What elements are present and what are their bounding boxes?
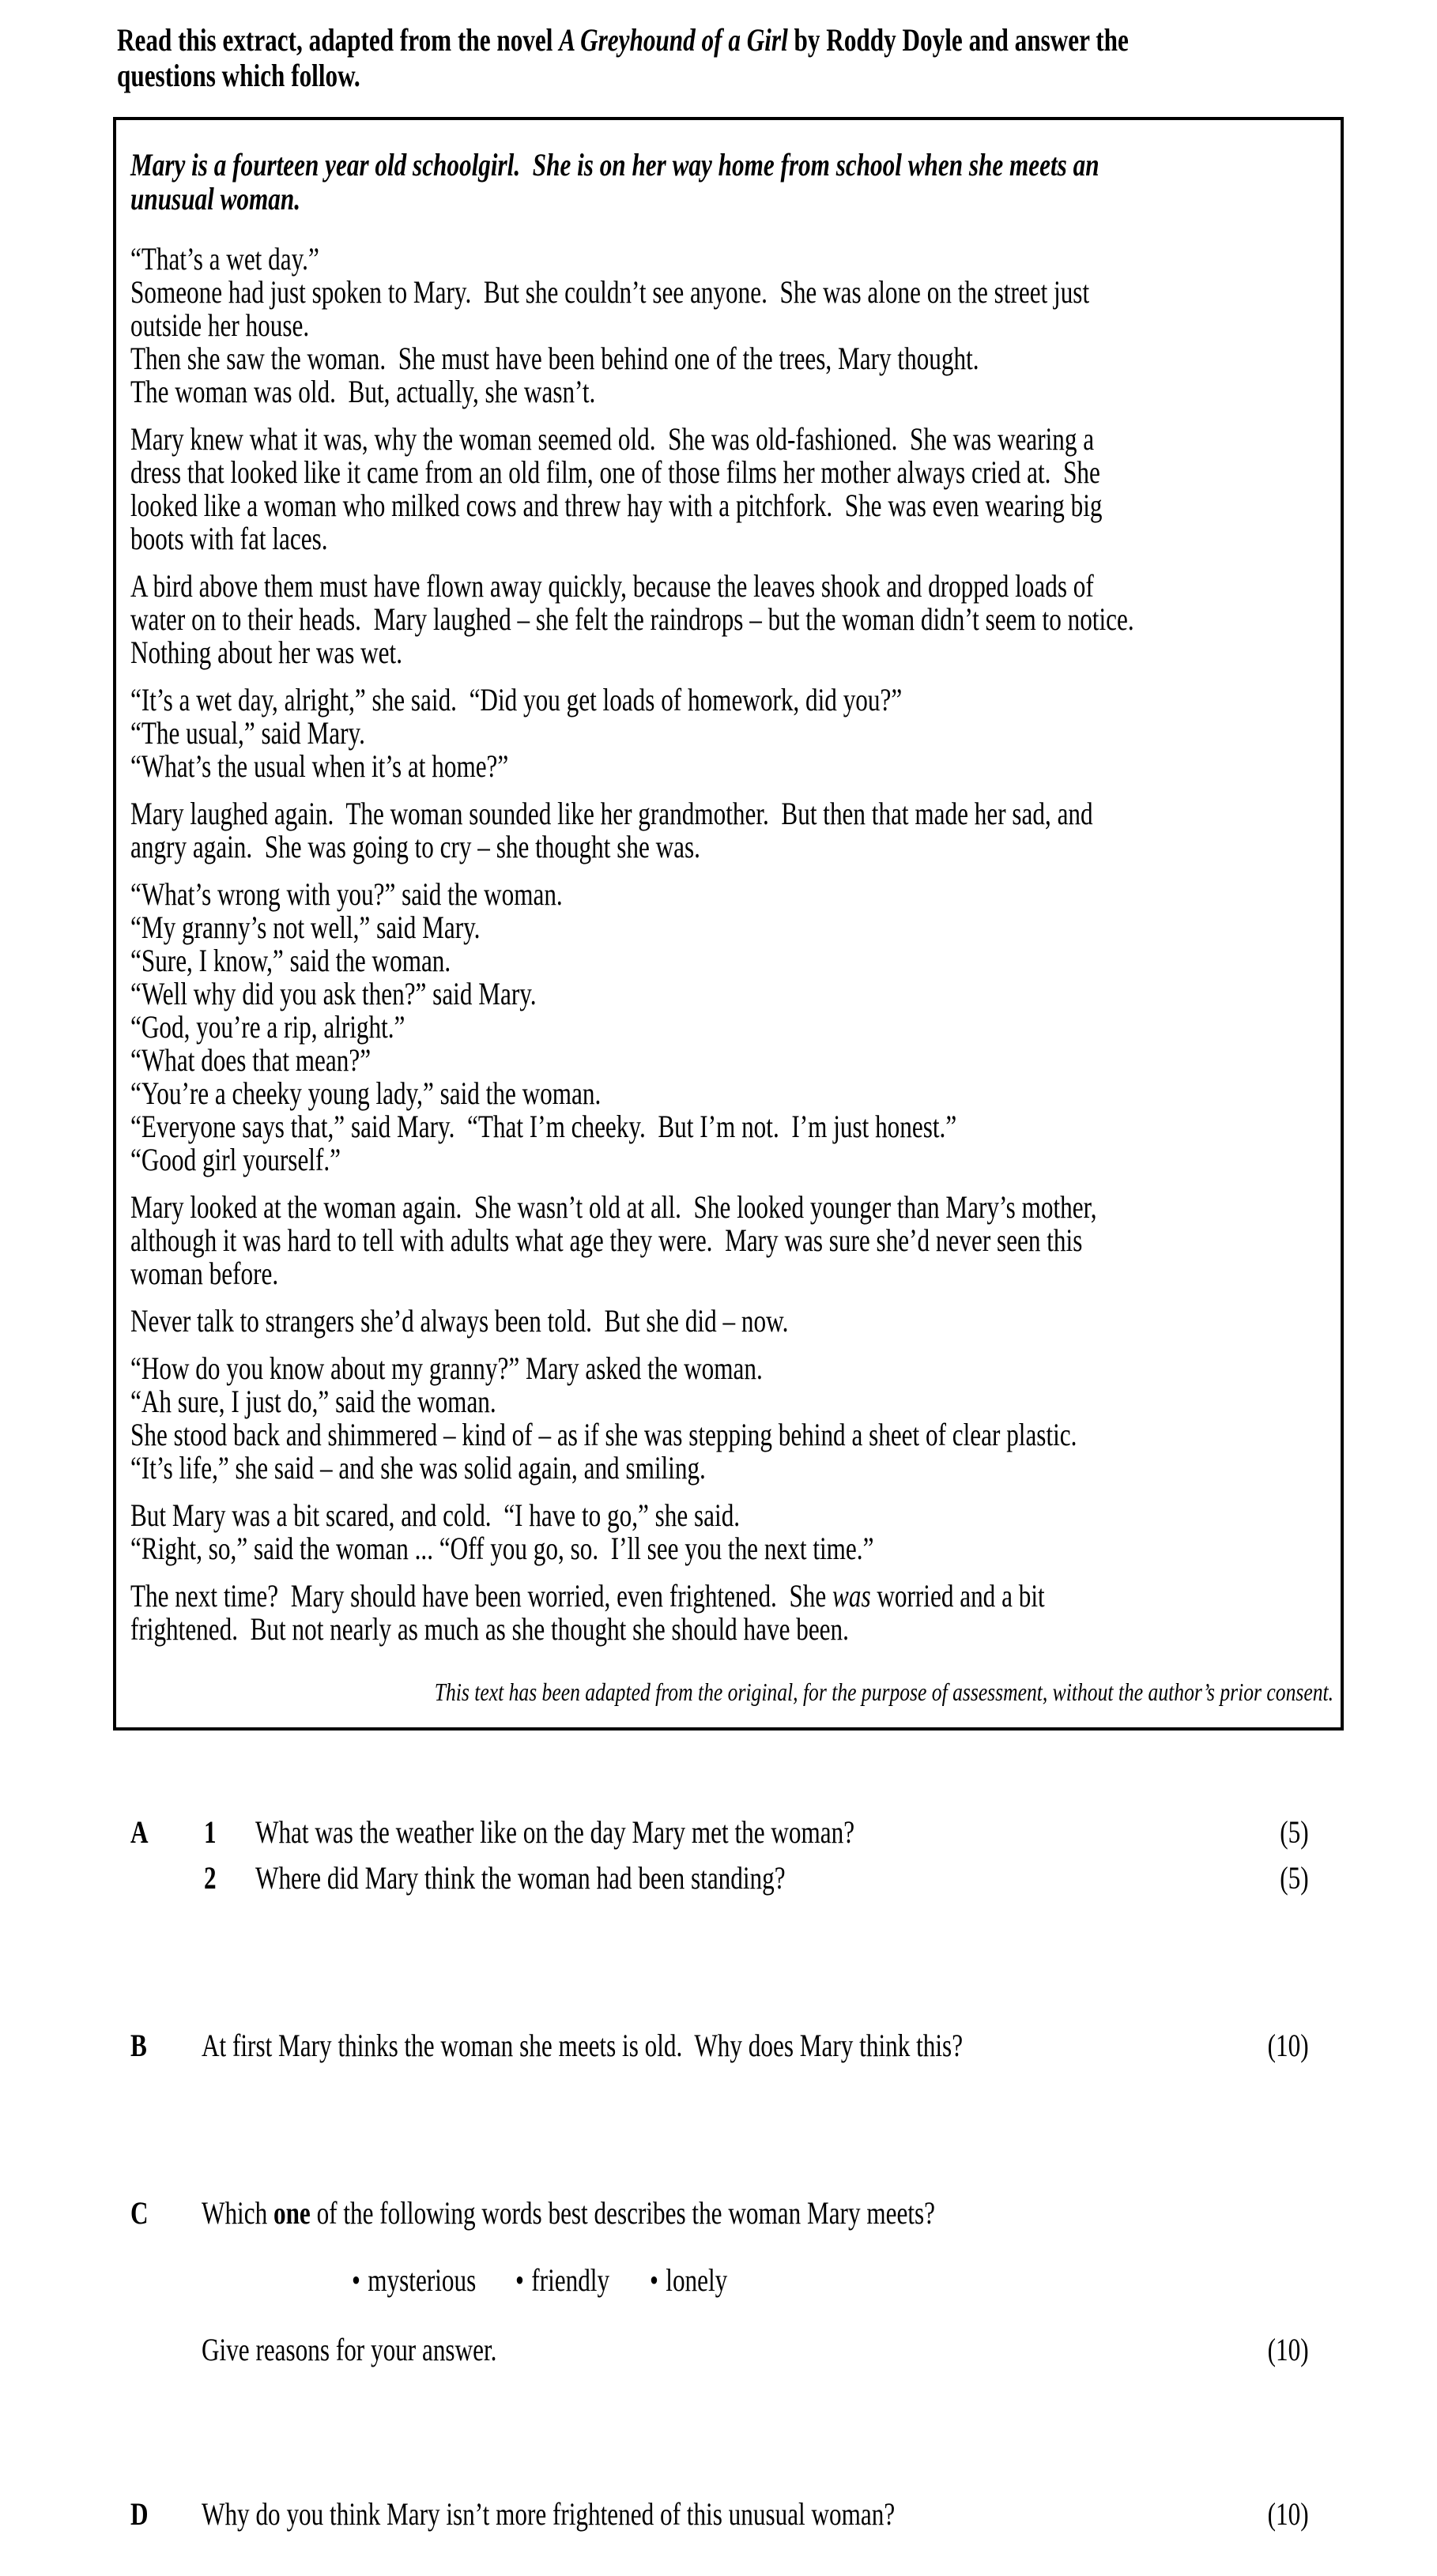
text-run: boots with fat laces. — [130, 521, 328, 556]
passage-line — [130, 1385, 1053, 1418]
passage-line — [130, 1257, 1053, 1290]
passage-line — [130, 684, 1053, 717]
passage-paragraph — [130, 797, 1313, 864]
passage-line — [130, 309, 1053, 342]
choice-mysterious — [352, 2262, 476, 2299]
passage-paragraph — [130, 1305, 1313, 1338]
text-run: Read this extract, adapted from the novel — [117, 22, 560, 58]
text-run: Why do you think Mary isn’t more frightened of this unusual woman? — [202, 2496, 896, 2532]
question-text-a1 — [255, 1813, 854, 1851]
passage-line — [130, 717, 1053, 750]
passage-line — [130, 568, 1094, 604]
choice-label: friendly — [531, 2262, 610, 2298]
instruction-text — [117, 22, 1382, 93]
passage-line — [130, 421, 1095, 457]
passage-paragraph — [130, 1352, 1313, 1485]
text-run: although it was hard to tell with adults what age they were. Mary was sure she’d never seen this — [130, 1222, 1083, 1258]
text-run: Never talk to strangers she’d always been told. But she did – now. — [130, 1303, 789, 1339]
text-run: She stood back and shimmered – kind of – as if she was stepping behind a sheet of clear plastic. — [130, 1417, 1077, 1452]
section-label-a: A — [130, 1814, 149, 1850]
passage-line — [130, 601, 1134, 637]
section-label-b: B — [130, 2028, 147, 2063]
text-run: “Well why did you ask then?” said Mary. — [130, 976, 537, 1011]
text-run: outside her house. — [130, 307, 310, 343]
passage-paragraph — [130, 570, 1313, 669]
text-run: “It’s a wet day, alright,” she said. “Did you get loads of homework, did you?” — [130, 682, 903, 717]
question-number-2: 2 — [204, 1860, 217, 1896]
text-run: “Everyone says that,” said Mary. “That I’m cheeky. But I’m not. I’m just honest.” — [130, 1109, 957, 1144]
passage-paragraph — [130, 423, 1313, 555]
passage-paragraph — [130, 878, 1313, 1177]
question-row-c-reasons — [0, 2331, 1437, 2378]
passage-line — [130, 1044, 1053, 1077]
text-run: woman before. — [130, 1256, 279, 1291]
section-label-c: C — [130, 2195, 149, 2231]
marks-label-c: (10) — [1268, 2332, 1309, 2367]
text-run: Mary looked at the woman again. She wasn’t old at all. She looked younger than Mary’s mother, — [130, 1189, 1097, 1225]
passage-line — [130, 750, 1053, 783]
word-choice-row — [0, 2262, 1437, 2309]
text-run: “You’re a cheeky young lady,” said the woman. — [130, 1075, 602, 1111]
passage-line — [130, 1305, 1053, 1338]
marks-label-d: (10) — [1268, 2496, 1309, 2532]
choice-label: lonely — [666, 2262, 728, 2298]
passage-line — [130, 636, 1053, 669]
question-row-c — [0, 2194, 1437, 2242]
text-run: “God, you’re a rip, alright.” — [130, 1009, 405, 1045]
question-text-d — [202, 2495, 895, 2533]
text-run: questions which follow. — [117, 58, 360, 93]
choice-friendly — [515, 2262, 609, 2299]
text-run: worried and a bit — [870, 1578, 1045, 1614]
passage-line — [130, 1613, 1053, 1646]
passage-line — [130, 1532, 1053, 1565]
passage-paragraph — [130, 1580, 1313, 1646]
choice-lonely — [650, 2262, 727, 2299]
passage-line — [130, 1077, 1053, 1110]
section-label-d: D — [130, 2496, 149, 2532]
question-row-d — [0, 2495, 1437, 2543]
extract-content — [130, 147, 1333, 1706]
passage-line — [130, 454, 1100, 490]
passage-line — [130, 1189, 1097, 1225]
bullet-icon: • — [650, 2262, 658, 2298]
text-run: A bird above them must have flown away quickly, because the leaves shook and dropped loads of — [130, 568, 1094, 604]
passage-line — [130, 1452, 1053, 1485]
text-run: water on to their heads. Mary laughed – she felt the raindrops – but the woman didn’t seem to notice. — [130, 601, 1134, 637]
passage-line — [130, 796, 1093, 831]
text-run: Someone had just spoken to Mary. But she couldn’t see anyone. She was alone on the street just — [130, 274, 1090, 310]
bullet-icon: • — [352, 2262, 360, 2298]
passage-line — [130, 1143, 1053, 1177]
extract-box — [113, 117, 1344, 1731]
extract-intro-line — [130, 147, 1099, 183]
text-run: “Sure, I know,” said the woman. — [130, 943, 451, 978]
text-run: Mary laughed again. The woman sounded like her grandmother. But then that made her sad, and — [130, 796, 1093, 831]
passage-line — [130, 830, 1053, 864]
text-run: angry again. She was going to cry – she thought she was. — [130, 829, 700, 864]
passage-paragraph — [130, 1191, 1313, 1290]
text-run: “How do you know about my granny?” Mary asked the woman. — [130, 1350, 763, 1386]
question-row-b — [0, 2027, 1437, 2074]
attribution-note: This text has been adapted from the original, for the purpose of assessment, without the author’s prior consent. — [434, 1678, 1333, 1706]
text-run: What was the weather like on the day Mary met the woman? — [255, 1814, 855, 1850]
text-run: one — [273, 2195, 311, 2231]
text-run: Which — [202, 2195, 273, 2231]
text-run: “Ah sure, I just do,” said the woman. — [130, 1384, 496, 1419]
text-run: by Roddy Doyle and answer the — [787, 22, 1129, 58]
passage-line — [130, 1352, 1053, 1385]
question-number-1: 1 — [204, 1814, 217, 1850]
text-run: A Greyhound of a Girl — [559, 22, 788, 58]
passage-paragraph — [130, 1499, 1313, 1565]
extract-intro — [130, 148, 1313, 216]
passage-line — [130, 1580, 1053, 1613]
question-text-c — [202, 2194, 935, 2231]
passage-line — [130, 522, 1053, 555]
passage-line — [130, 1499, 1053, 1532]
text-run: Nothing about her was wet. — [130, 635, 402, 670]
passage-line — [130, 878, 1053, 911]
passage-line — [130, 274, 1090, 310]
text-run: The next time? Mary should have been worried, even frightened. She — [130, 1578, 833, 1614]
text-run: “Good girl yourself.” — [130, 1142, 341, 1177]
passage-paragraph — [130, 243, 1313, 409]
passage-line — [130, 375, 1053, 409]
text-run: Mary is a fourteen year old schoolgirl. She is on her way home from school when she meets an — [130, 147, 1099, 183]
marks-label-a1: (5) — [1280, 1814, 1309, 1850]
question-text-a2 — [255, 1859, 786, 1896]
passage-line — [130, 977, 1053, 1011]
extract-passage — [130, 243, 1313, 1646]
text-run: But Mary was a bit scared, and cold. “I have to go,” she said. — [130, 1497, 741, 1533]
text-run: “That’s a wet day.” — [130, 241, 319, 277]
text-run: “Right, so,” said the woman ... “Off you go, so. I’ll see you the next time.” — [130, 1531, 874, 1566]
text-run: “What’s the usual when it’s at home?” — [130, 748, 509, 784]
text-run: Where did Mary think the woman had been standing? — [255, 1860, 786, 1896]
passage-line — [130, 1110, 1053, 1143]
instruction-line — [117, 58, 1103, 93]
question-row-a2 — [0, 1859, 1437, 1907]
marks-label-b: (10) — [1268, 2028, 1309, 2063]
instruction-line — [117, 22, 1129, 58]
passage-line — [130, 911, 1053, 944]
text-run: Then she saw the woman. She must have been behind one of the trees, Mary thought. — [130, 341, 979, 376]
text-run: At first Mary thinks the woman she meets is old. Why does Mary think this? — [202, 2028, 964, 2063]
text-run: “The usual,” said Mary. — [130, 715, 365, 751]
passage-line — [130, 243, 1053, 276]
passage-paragraph — [130, 684, 1313, 783]
text-run: “What does that mean?” — [130, 1042, 372, 1078]
passage-line — [130, 488, 1103, 523]
text-run: Give reasons for your answer. — [202, 2332, 497, 2367]
question-text-b — [202, 2027, 963, 2064]
text-run: “What’s wrong with you?” said the woman. — [130, 876, 563, 912]
passage-line — [130, 1222, 1083, 1258]
extract-intro-line — [130, 182, 1053, 216]
question-row-a1 — [0, 1813, 1437, 1861]
passage-line — [130, 1417, 1077, 1452]
marks-label-a2: (5) — [1280, 1860, 1309, 1896]
text-run: of the following words best describes the woman Mary meets? — [310, 2195, 935, 2231]
text-run: “It’s life,” she said – and she was solid again, and smiling. — [130, 1450, 706, 1486]
bullet-icon: • — [515, 2262, 524, 2298]
text-run: dress that looked like it came from an old film, one of those films her mother always cried at. She — [130, 454, 1100, 490]
passage-line — [130, 944, 1053, 977]
text-run: frightened. But not nearly as much as she thought she should have been. — [130, 1611, 849, 1647]
text-run: unusual woman. — [130, 181, 301, 217]
text-run: Mary knew what it was, why the woman seemed old. She was old-fashioned. She was wearing a — [130, 421, 1095, 457]
text-run: “My granny’s not well,” said Mary. — [130, 910, 481, 945]
choice-label: mysterious — [368, 2262, 477, 2298]
passage-line — [130, 1011, 1053, 1044]
text-run: looked like a woman who milked cows and threw hay with a pitchfork. She was even wearing big — [130, 488, 1103, 523]
text-run: was — [832, 1578, 871, 1614]
passage-line — [130, 342, 1053, 375]
text-run: The woman was old. But, actually, she wasn’t. — [130, 374, 596, 409]
question-text-c-reasons — [202, 2331, 496, 2368]
